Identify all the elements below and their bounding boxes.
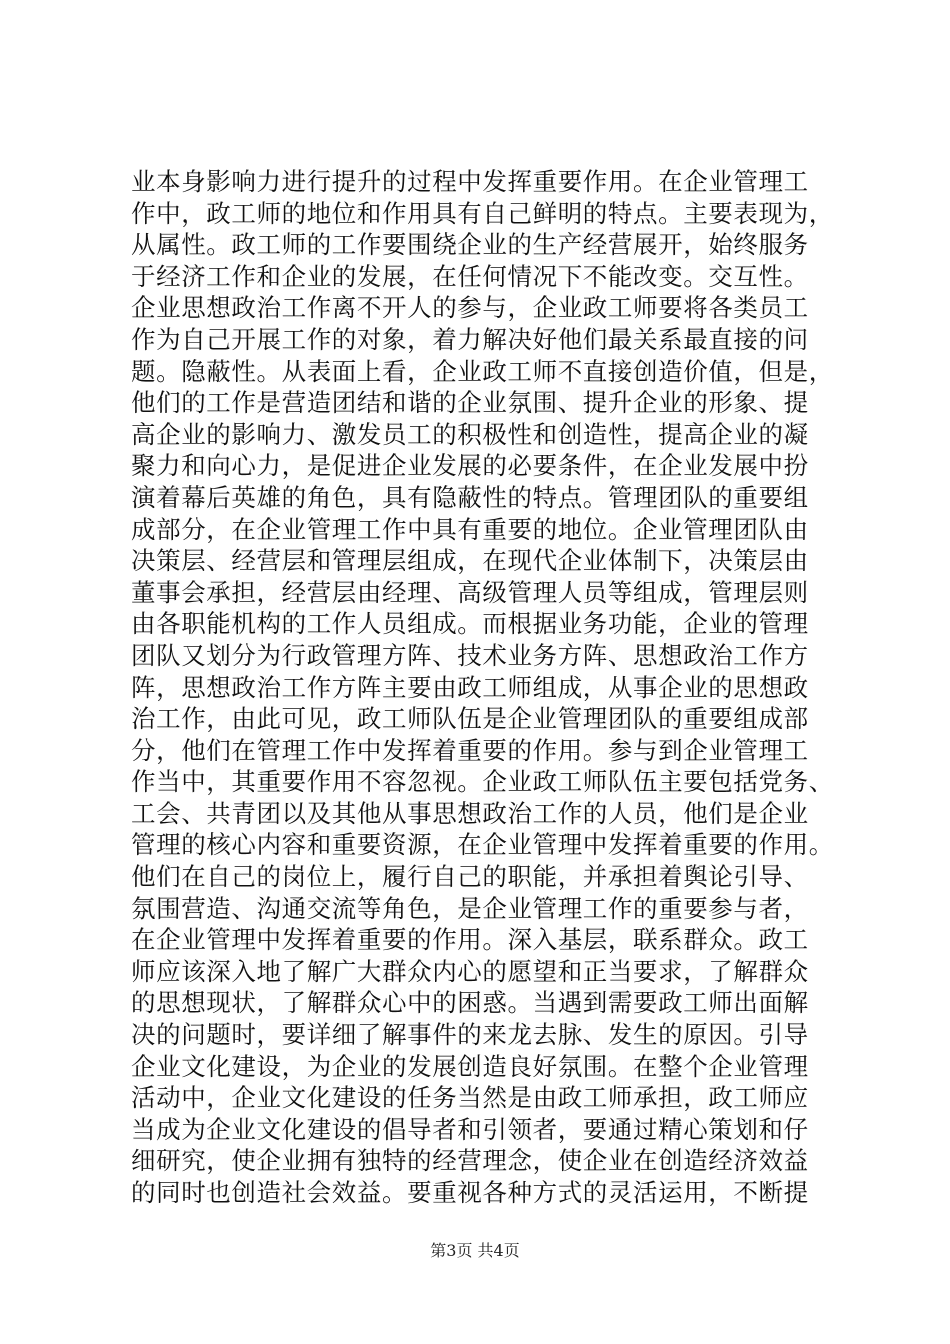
text-line: 活动中，企业文化建设的任务当然是由政工师承担，政工师应 — [131, 1083, 809, 1113]
text-line: 师应该深入地了解广大群众内心的愿望和正当要求，了解群众 — [131, 956, 809, 986]
text-line: 他们的工作是营造团结和谐的企业氛围、提升企业的形象、提 — [131, 388, 809, 418]
text-line: 他们在自己的岗位上，履行自己的职能，并承担着舆论引导、 — [131, 862, 809, 892]
text-line: 业本身影响力进行提升的过程中发挥重要作用。在企业管理工 — [131, 167, 809, 196]
text-line: 演着幕后英雄的角色，具有隐蔽性的特点。管理团队的重要组 — [131, 482, 809, 512]
text-line: 治工作，由此可见，政工师队伍是企业管理团队的重要组成部 — [131, 704, 809, 734]
text-line: 作当中，其重要作用不容忽视。企业政工师队伍主要包括党务、 — [131, 767, 834, 797]
text-line: 成部分，在企业管理工作中具有重要的地位。企业管理团队由 — [131, 514, 809, 544]
page-footer: 第3页 共4页 — [430, 1241, 520, 1260]
text-line: 从属性。政工师的工作要围绕企业的生产经营展开，始终服务 — [131, 230, 809, 260]
text-line: 聚力和向心力，是促进企业发展的必要条件，在企业发展中扮 — [131, 451, 809, 481]
text-line: 团队又划分为行政管理方阵、技术业务方阵、思想政治工作方 — [131, 640, 809, 670]
text-line: 阵，思想政治工作方阵主要由政工师组成，从事企业的思想政 — [131, 672, 809, 702]
text-line: 在企业管理中发挥着重要的作用。深入基层，联系群众。政工 — [131, 925, 809, 955]
text-line: 企业思想政治工作离不开人的参与，企业政工师要将各类员工 — [131, 293, 809, 323]
text-line: 工会、共青团以及其他从事思想政治工作的人员，他们是企业 — [131, 798, 809, 828]
text-line: 企业文化建设，为企业的发展创造良好氛围。在整个企业管理 — [131, 1051, 809, 1081]
text-line: 当成为企业文化建设的倡导者和引领者，要通过精心策划和仔 — [131, 1114, 809, 1144]
text-line: 的思想现状，了解群众心中的困惑。当遇到需要政工师出面解 — [131, 988, 809, 1018]
text-line: 作为自己开展工作的对象，着力解决好他们最关系最直接的问 — [131, 324, 809, 354]
text-line: 管理的核心内容和重要资源，在企业管理中发挥着重要的作用。 — [131, 830, 834, 860]
text-line: 决策层、经营层和管理层组成，在现代企业体制下，决策层由 — [131, 546, 809, 576]
text-line: 题。隐蔽性。从表面上看，企业政工师不直接创造价值，但是， — [131, 356, 834, 386]
text-line: 分，他们在管理工作中发挥着重要的作用。参与到企业管理工 — [131, 735, 809, 765]
text-line: 氛围营造、沟通交流等角色，是企业管理工作的重要参与者， — [131, 893, 809, 923]
text-line: 由各职能机构的工作人员组成。而根据业务功能，企业的管理 — [131, 609, 809, 639]
text-line: 细研究，使企业拥有独特的经营理念，使企业在创造经济效益 — [131, 1146, 809, 1176]
text-line: 的同时也创造社会效益。要重视各种方式的灵活运用，不断提 — [131, 1178, 809, 1207]
body-text — [131, 166, 834, 1209]
text-line: 高企业的影响力、激发员工的积极性和创造性，提高企业的凝 — [131, 419, 809, 449]
text-line: 董事会承担，经营层由经理、高级管理人员等组成，管理层则 — [131, 577, 809, 607]
text-line: 于经济工作和企业的发展，在任何情况下不能改变。交互性。 — [131, 261, 809, 291]
text-line: 作中，政工师的地位和作用具有自己鲜明的特点。主要表现为， — [131, 198, 834, 228]
text-line: 决的问题时，要详细了解事件的来龙去脉、发生的原因。引导 — [131, 1020, 809, 1050]
